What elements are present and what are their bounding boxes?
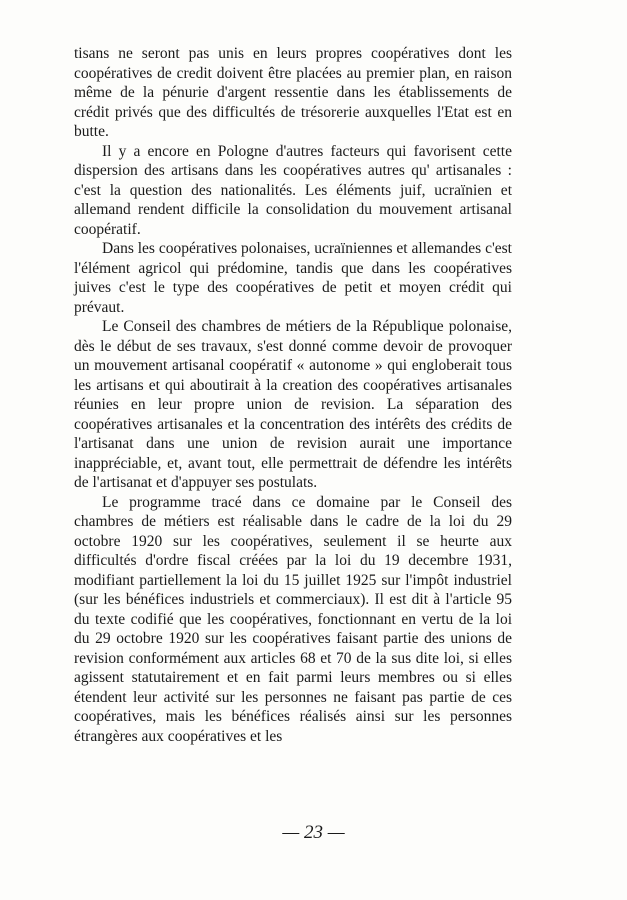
body-text [74, 44, 512, 746]
page-number: — 23 — [282, 822, 345, 843]
paragraph-fiscal-difficulties: Le programme tracé dans ce domaine par le Conseil des chambres de métiers est réalisable dans le cadre de la loi du 29 octobre 1920 sur les coopératives, seulement il se heurte aux difficultés d'ordre fiscal créées par la loi du 19 decembre 1931, modifiant partiellement la loi du 15 juillet 1925 sur l'impôt industriel (sur les bénéfices industriels et commerciaux). Il est dit à l'article 95 du texte codifié que les coopératives, fonctionnant en vertu de la loi du 29 octobre 1920 sur les coopératives faisant partie des unions de revision conformément aux articles 68 et 70 de la sus dite loi, si elles agissent statutairement et en fait parmi leurs membres ou si elles étendent leur activité sur les personnes ne faisant pas partie de ces coopératives, mais les bénéfices réalisés ainsi sur les personnes étrangères aux coopératives et les [74, 493, 512, 745]
paragraph-cooperative-types: Dans les coopératives polonaises, ucraïniennes et allemandes c'est l'élément agricol qui prédomine, tandis que dans les coopératives juives c'est le type des coopératives de petit et moyen crédit qui prévaut. [74, 240, 512, 316]
paragraph-nationalities: Il y a encore en Pologne d'autres facteurs qui favorisent cette dispersion des artisans dans les coopératives autres qu' artisanales : c'est la question des nationalités. Les éléments juif, ucraïnien et allemand rendent difficile la consolidation du mouvement artisanal coopératif. [74, 142, 512, 238]
paragraph-continuation: tisans ne seront pas unis en leurs propres coopératives dont les coopératives de credit doivent être placées au premier plan, en raison même de la pénurie d'argent ressentie dans les établissements de crédit privés que des difficultés de trésorerie auxquelles l'Etat est en butte. [74, 45, 512, 140]
paragraph-council-program: Le Conseil des chambres de métiers de la République polonaise, dès le début de ses travaux, s'est donné comme devoir de provoquer un mouvement artisanal coopératif « autonome » qui engloberait tous les artisans et qui aboutirait à la creation des coopératives artisanales réunies en leur propre union de revision. La séparation des coopératives artisanales et la concentration des intérêts des crédits de l'artisanat dans une union de revision aurait une importance inappréciable, et, avant tout, elle permettrait de défendre les intérêts de l'artisanat et d'appuyer ses postulats. [74, 318, 512, 491]
